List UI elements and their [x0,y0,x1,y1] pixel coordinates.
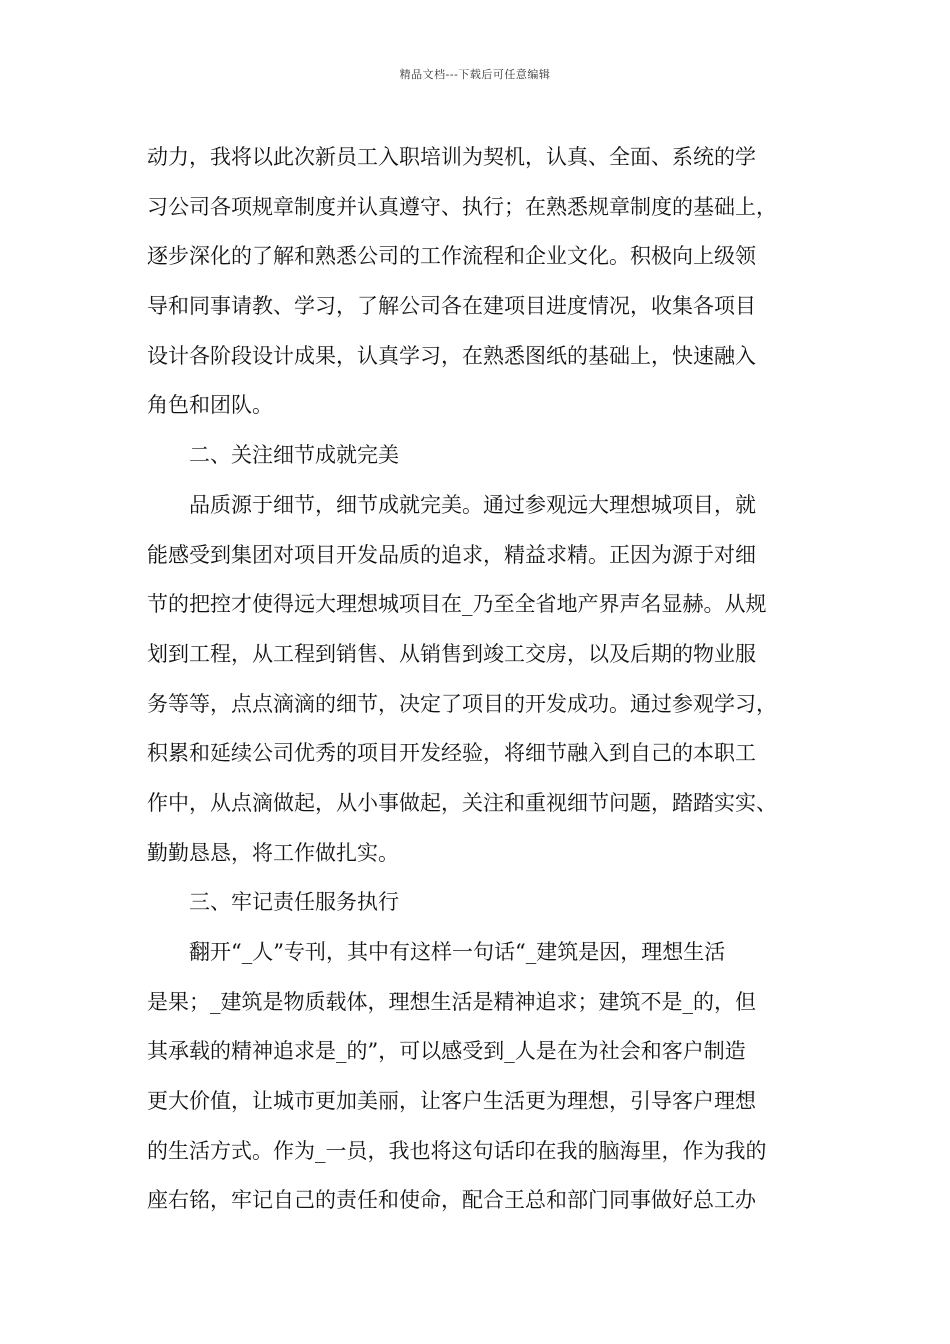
document-body [147,133,819,1226]
body-line: 节的把控才使得远大理想城项目在_乃至全省地产界声名显赫。从规 [147,592,767,617]
section-heading: 三、牢记责任服务执行 [189,890,399,915]
body-line: 习公司各项规章制度并认真遵守、执行；在熟悉规章制度的基础上， [147,194,777,219]
page-header: 精品文档---下载后可任意编辑 [399,68,551,81]
body-line: 逐步深化的了解和熟悉公司的工作流程和企业文化。积极向上级领 [147,244,756,269]
paragraph-first-line: 品质源于细节，细节成就完美。通过参观远大理想城项目，就 [189,492,756,517]
body-line: 的生活方式。作为_一员，我也将这句话印在我的脑海里，作为我的 [147,1138,767,1163]
body-line: 积累和延续公司优秀的项目开发经验，将细节融入到自己的本职工 [147,741,756,766]
body-line: 是果；_建筑是物质载体，理想生活是精神追求；建筑不是_的，但 [147,989,756,1014]
body-line: 更大价值，让城市更加美丽，让客户生活更为理想，引导客户理想 [147,1089,756,1114]
body-line: 其承载的精神追求是_的”，可以感受到_人是在为社会和客户制造 [147,1039,746,1064]
body-line: 勤勤恳恳，将工作做扎实。 [147,840,399,865]
paragraph-first-line: 翻开“_人”专刊，其中有这样一句话“_建筑是因，理想生活 [189,940,726,964]
section-heading: 二、关注细节成就完美 [189,443,399,468]
body-line: 能感受到集团对项目开发品质的追求，精益求精。正因为源于对细 [147,542,756,567]
body-line: 动力，我将以此次新员工入职培训为契机，认真、全面、系统的学 [147,145,756,169]
body-line: 导和同事请教、学习，了解公司各在建项目进度情况，收集各项目 [147,294,756,319]
body-line: 划到工程，从工程到销售、从销售到竣工交房，以及后期的物业服 [147,641,756,666]
body-line: 作中，从点滴做起，从小事做起，关注和重视细节问题，踏踏实实、 [147,790,777,815]
body-line: 座右铭，牢记自己的责任和使命，配合王总和部门同事做好总工办 [147,1188,756,1213]
body-line: 角色和团队。 [147,393,273,418]
body-line: 设计各阶段设计成果，认真学习，在熟悉图纸的基础上，快速融入 [147,343,756,368]
body-line: 务等等，点点滴滴的细节，决定了项目的开发成功。通过参观学习， [147,691,777,716]
